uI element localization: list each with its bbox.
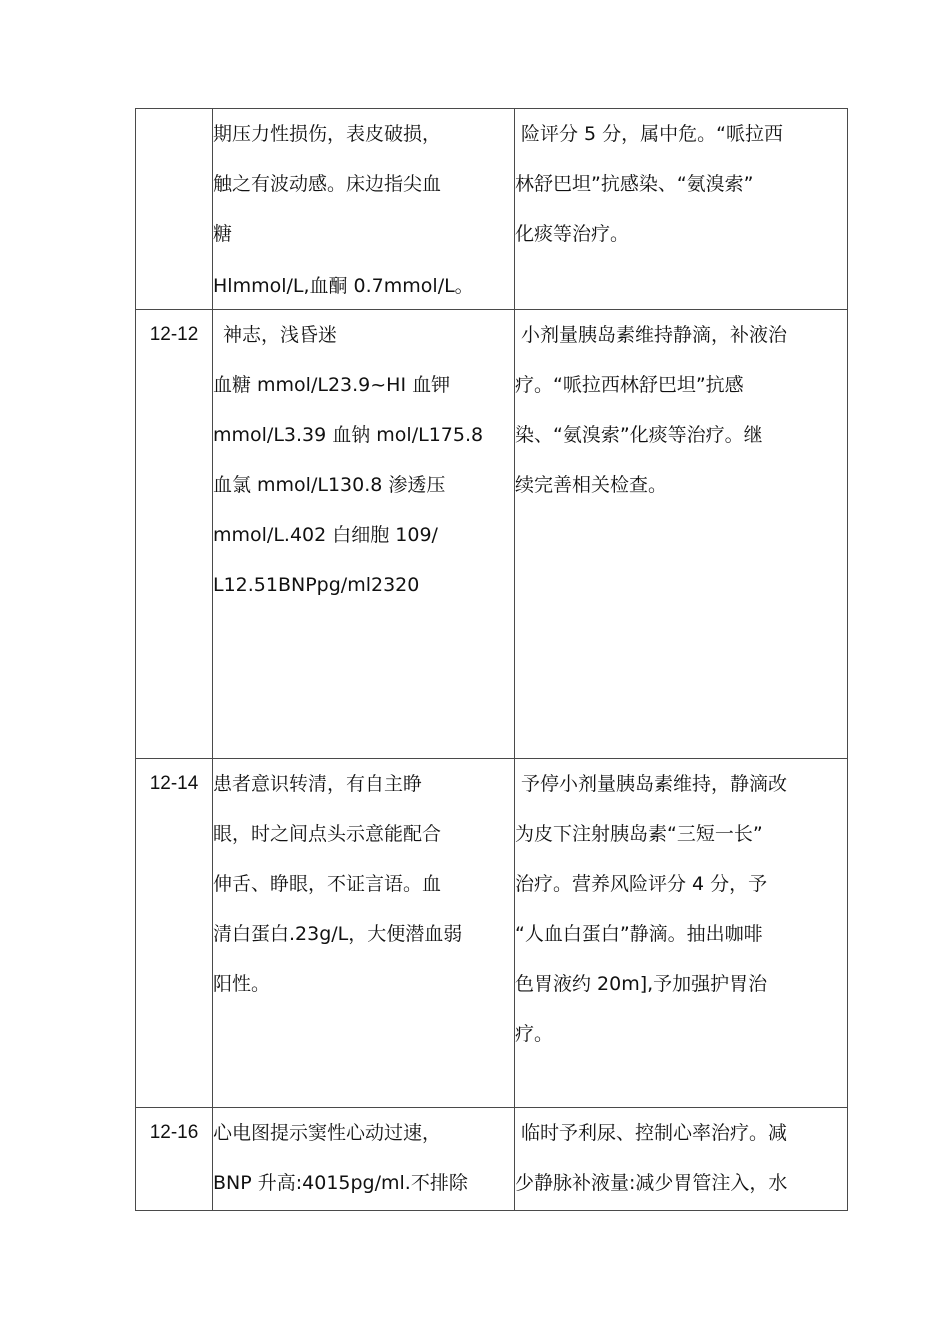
treatment-cell bbox=[515, 1108, 848, 1211]
date-cell: 12-16 bbox=[136, 1108, 213, 1211]
observation-cell bbox=[213, 109, 515, 310]
clinical-course-table bbox=[135, 108, 848, 1211]
observation-line: 眼，时之间点头示意能配合 bbox=[213, 823, 442, 845]
treatment-line: 少静脉补液量:减少胃管注入，水 bbox=[515, 1172, 788, 1194]
observation-line: 血氯 mmol/L130.8 渗透压 bbox=[213, 474, 446, 496]
treatment-line: 临时予利尿、控制心率治疗。减 bbox=[521, 1122, 788, 1144]
table-row bbox=[136, 109, 848, 310]
treatment-line: 染、“氨溴索”化痰等治疗。继 bbox=[515, 424, 763, 446]
observation-line: 糖 bbox=[213, 223, 233, 245]
observation-line: 清白蛋白.23g/L，大便潜血弱 bbox=[213, 923, 463, 945]
treatment-line: 林舒巴坦”抗感染、“氨溴索” bbox=[515, 173, 754, 195]
treatment-line: 为皮下注射胰岛素“三短一长” bbox=[515, 823, 763, 845]
observation-line: 阳性。 bbox=[213, 973, 271, 995]
observation-line: mmol/L3.39 血钠 mol/L175.8 bbox=[213, 424, 484, 446]
treatment-line: 予停小剂量胰岛素维持，静滴改 bbox=[521, 773, 788, 795]
observation-line: 神志，浅昏迷 bbox=[223, 324, 338, 346]
treatment-line: 险评分 5 分，属中危。“哌拉西 bbox=[521, 123, 784, 145]
observation-line: mmol/L.402 白细胞 109/ bbox=[213, 524, 438, 546]
observation-line: 触之有波动感。床边指尖血 bbox=[213, 173, 442, 195]
table-row bbox=[136, 1108, 848, 1211]
treatment-cell bbox=[515, 310, 848, 759]
observation-cell bbox=[213, 759, 515, 1108]
observation-cell bbox=[213, 310, 515, 759]
treatment-line: 化痰等治疗。 bbox=[515, 223, 630, 245]
observation-cell bbox=[213, 1108, 515, 1211]
treatment-line: 疗。“哌拉西林舒巴坦”抗感 bbox=[515, 374, 744, 396]
treatment-cell bbox=[515, 109, 848, 310]
observation-line: Hlmmol/L,血酮 0.7mmol/L。 bbox=[213, 275, 474, 297]
treatment-line: 小剂量胰岛素维持静滴，补液治 bbox=[521, 324, 788, 346]
observation-line: BNP 升高:4015pg/ml.不排除 bbox=[213, 1172, 468, 1194]
observation-line: 患者意识转清，有自主睁 bbox=[213, 773, 423, 795]
treatment-cell bbox=[515, 759, 848, 1108]
observation-line: 血糖 mmol/L23.9~HI 血钾 bbox=[213, 374, 451, 396]
treatment-line: “人血白蛋白”静滴。抽出咖啡 bbox=[515, 923, 763, 945]
treatment-line: 续完善相关检查。 bbox=[515, 474, 668, 496]
date-cell bbox=[136, 109, 213, 310]
observation-line: 期压力性损伤，表皮破损， bbox=[213, 123, 442, 145]
treatment-line: 治疗。营养风险评分 4 分，予 bbox=[515, 873, 768, 895]
observation-line: L12.51BNPpg/ml2320 bbox=[213, 574, 420, 596]
observation-line: 伸舌、睁眼，不证言语。血 bbox=[213, 873, 442, 895]
table-row bbox=[136, 310, 848, 759]
observation-line: 心电图提示窦性心动过速， bbox=[213, 1122, 442, 1144]
treatment-line: 色胃液约 20m],予加强护胃治 bbox=[515, 973, 768, 995]
table-row bbox=[136, 759, 848, 1108]
date-cell: 12-14 bbox=[136, 759, 213, 1108]
date-cell: 12-12 bbox=[136, 310, 213, 759]
treatment-line: 疗。 bbox=[515, 1023, 554, 1045]
